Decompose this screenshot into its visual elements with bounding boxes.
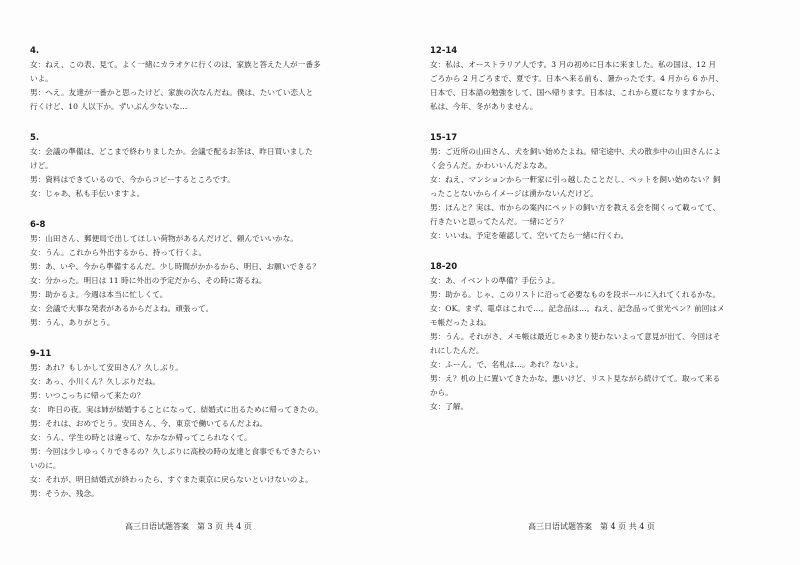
dialogue-line: く会うんだ。かわいいんだよなあ。 <box>430 161 552 170</box>
dialogue-line: 女：ねえ、マンションから一軒家に引っ越したことだし、ペットを飼い始めない？飼 <box>430 175 721 184</box>
dialogue-line: 女：会議で大事な発表があるからだよね。頑張って。 <box>30 304 214 313</box>
dialogue-line: 女： 昨日の夜。実は姉が結婚することになって、結婚式に出るために帰ってきたの。 <box>30 405 323 414</box>
dialogue-line: れにしたんだ。 <box>430 346 484 355</box>
dialogue-line: 女：うん。これから外出するから、持って行くよ。 <box>30 248 207 257</box>
dialogue-section <box>430 260 780 414</box>
dialogue-line: 男：あ、いや、今から準備するんだ。少し時間がかかるから、明日、お願いできる？ <box>30 262 321 271</box>
dialogue-line: 女：私は、オーストラリア人です。3 月の初めに日本に来ました。私の国は、12 月 <box>430 60 717 69</box>
right-page-footer: 高三日语试题答案 第 4 页 共 4 页 <box>528 522 655 531</box>
dialogue-line: から。 <box>430 388 453 397</box>
dialogue-line: 行くけど、10 人以下か。ずいぶん少ないな… <box>30 102 188 111</box>
dialogue-line: 女：分かった。明日は 11 時に外出の予定だから、その時に寄るね。 <box>30 276 267 285</box>
dialogue-section <box>430 44 780 114</box>
dialogue-line: 男：今回は少しゆっくりできるの？久しぶりに高校の時の友達と食事でもできたらい <box>30 447 321 456</box>
dialogue-line: 男：助かるよ。今週は本当に忙しくて。 <box>30 290 168 299</box>
dialogue-section <box>30 218 380 330</box>
dialogue-line: 女：それが、明日結婚式が終わったら、すぐまた東京に戻らないといけないのよ。 <box>30 475 313 484</box>
dialogue-line: いよ。 <box>30 74 53 83</box>
dialogue-line: 男：助かる。じゃ、このリストに沿って必要なものを段ボールに入れてくれるかな。 <box>430 290 721 299</box>
question-number: 4. <box>30 46 40 56</box>
question-number: 9-11 <box>30 349 52 359</box>
dialogue-section <box>430 131 780 243</box>
question-number: 12-14 <box>430 46 458 56</box>
question-number: 5. <box>30 133 40 143</box>
dialogue-line: 女：じゃあ、私も手伝いますよ。 <box>30 189 145 198</box>
dialogue-line: 女：OK。まず、電卓はこれで…。記念品は…。ねえ、記念品って蛍光ペン？前回はメ <box>430 304 725 313</box>
left-page-footer: 高三日语试题答案 第 3 页 共 4 页 <box>125 522 252 531</box>
dialogue-line: 私は、今年、冬がありません。 <box>430 102 538 111</box>
dialogue-line: ったことないからイメージは湧かないんだけど。 <box>430 189 598 198</box>
dialogue-line: いのに。 <box>30 461 61 470</box>
dialogue-line: ごろから 2 月ごろまで、夏です。日本へ来る前も、暑かったです。4 月から 6 か月、 <box>430 74 724 83</box>
dialogue-line: モ帳だったよね。 <box>430 318 492 327</box>
dialogue-section <box>30 44 380 114</box>
dialogue-section <box>30 131 380 201</box>
dialogue-line: 男：いつこっちに帰って来たの？ <box>30 391 145 400</box>
question-number: 18-20 <box>430 262 458 272</box>
dialogue-line: 女：了解。 <box>430 402 469 411</box>
dialogue-line: 男：へえ。友達が一番かと思ったけど、家族の次なんだね。僕は、たいてい恋人と <box>30 88 314 97</box>
dialogue-line: 男：それは、おめでとう。安田さん、今、東京で働いてるんだよね。 <box>30 419 268 428</box>
dialogue-line: けど。 <box>30 161 53 170</box>
question-number: 15-17 <box>430 133 458 143</box>
dialogue-line: 男：そうか、残念。 <box>30 489 99 498</box>
dialogue-line: 女：あ、イベントの準備？手伝うよ。 <box>430 276 560 285</box>
question-number: 6-8 <box>30 220 46 230</box>
dialogue-line: 男：ご近所の山田さん、犬を飼い始めたよね。帰宅途中、犬の散歩中の山田さんによ <box>430 147 721 156</box>
dialogue-line: 男：え？机の上に置いてきたかな。悪いけど、リスト見ながら続けてて。取って来る <box>430 374 721 383</box>
dialogue-line: 男：あれ？もしかして安田さん？久しぶり。 <box>30 363 183 372</box>
dialogue-line: 女：ねえ、この表、見て。よく一緒にカラオケに行くのは、家族と答えた人が一番多 <box>30 60 321 69</box>
dialogue-line: 行きたいと思ってたんだ。一緒にどう？ <box>430 217 568 226</box>
left-page <box>30 44 380 518</box>
dialogue-section <box>30 347 380 501</box>
dialogue-line: 男：ほんと？実は、市からの案内にペットの飼い方を教える会を開くって載ってて、 <box>430 203 721 212</box>
dialogue-line: 女：うん、学生の時とは違って、なかなか帰ってこられなくて。 <box>30 433 252 442</box>
dialogue-line: 女：あっ、小川くん？久しぶりだね。 <box>30 377 160 386</box>
right-page <box>430 44 780 431</box>
dialogue-line: 女：ふーん。で、名札は…。あれ？ないよ。 <box>430 360 584 369</box>
dialogue-line: 男：資料はできているので、今からコピーするところです。 <box>30 175 235 184</box>
dialogue-line: 女：いいね。予定を確認して、空いてたら一緒に行くわ。 <box>430 231 629 240</box>
dialogue-line: 男：うん。それがさ、メモ帳は最近じゃあまり使わないよって意見が出て、今回はそ <box>430 332 721 341</box>
dialogue-line: 女：会議の準備は、どこまで終わりましたか。会議で配るお茶は、昨日買いました <box>30 147 313 156</box>
dialogue-line: 男：山田さん、郵便局で出してほしい荷物があるんだけど、頼んでいいかな。 <box>30 234 298 243</box>
dialogue-line: 日本で、日本語の勉強をして、国へ帰ります。日本は、これから夏になりますから、 <box>430 88 720 97</box>
dialogue-line: 男：うん、ありがとう。 <box>30 318 115 327</box>
